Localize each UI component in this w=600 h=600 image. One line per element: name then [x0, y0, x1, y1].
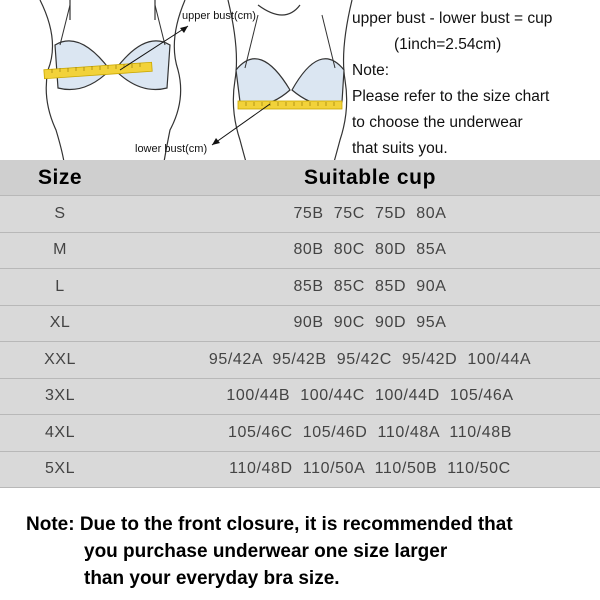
table-row: XL 90B 90C 90D 95A	[0, 306, 600, 343]
table-row: L 85B 85C 85D 90A	[0, 269, 600, 306]
lower-bust-label: lower bust(cm)	[135, 143, 208, 155]
note-title: Note:	[352, 62, 390, 79]
table-row: M 80B 80C 80D 85A	[0, 233, 600, 270]
unit-conversion: (1inch=2.54cm)	[394, 36, 502, 53]
size-chart-table	[0, 160, 600, 488]
footnote-line-1: Note: Due to the front closure, it is recommended that	[26, 514, 513, 535]
table-row: 3XL 100/44B 100/44C 100/44D 105/46A	[0, 379, 600, 416]
note-line-3: that suits you.	[352, 140, 448, 157]
measurement-notes	[352, 6, 600, 162]
size-column-header: Size	[38, 165, 83, 189]
cup-formula: upper bust - lower bust = cup	[352, 10, 553, 27]
closure-footnote	[26, 511, 596, 592]
table-header-row: Size Suitable cup	[0, 160, 600, 196]
note-line-1: Please refer to the size chart	[352, 88, 550, 105]
footnote-line-3: than your everyday bra size.	[84, 568, 340, 589]
table-row: S 75B 75C 75D 80A	[0, 196, 600, 233]
note-line-2: to choose the underwear	[352, 114, 523, 131]
upper-bust-label: upper bust(cm)	[182, 10, 256, 22]
footnote-line-2: you purchase underwear one size larger	[84, 541, 448, 562]
table-row: 4XL 105/46C 105/46D 110/48A 110/48B	[0, 415, 600, 452]
table-row: 5XL 110/48D 110/50A 110/50B 110/50C	[0, 452, 600, 489]
table-row: XXL 95/42A 95/42B 95/42C 95/42D 100/44A	[0, 342, 600, 379]
